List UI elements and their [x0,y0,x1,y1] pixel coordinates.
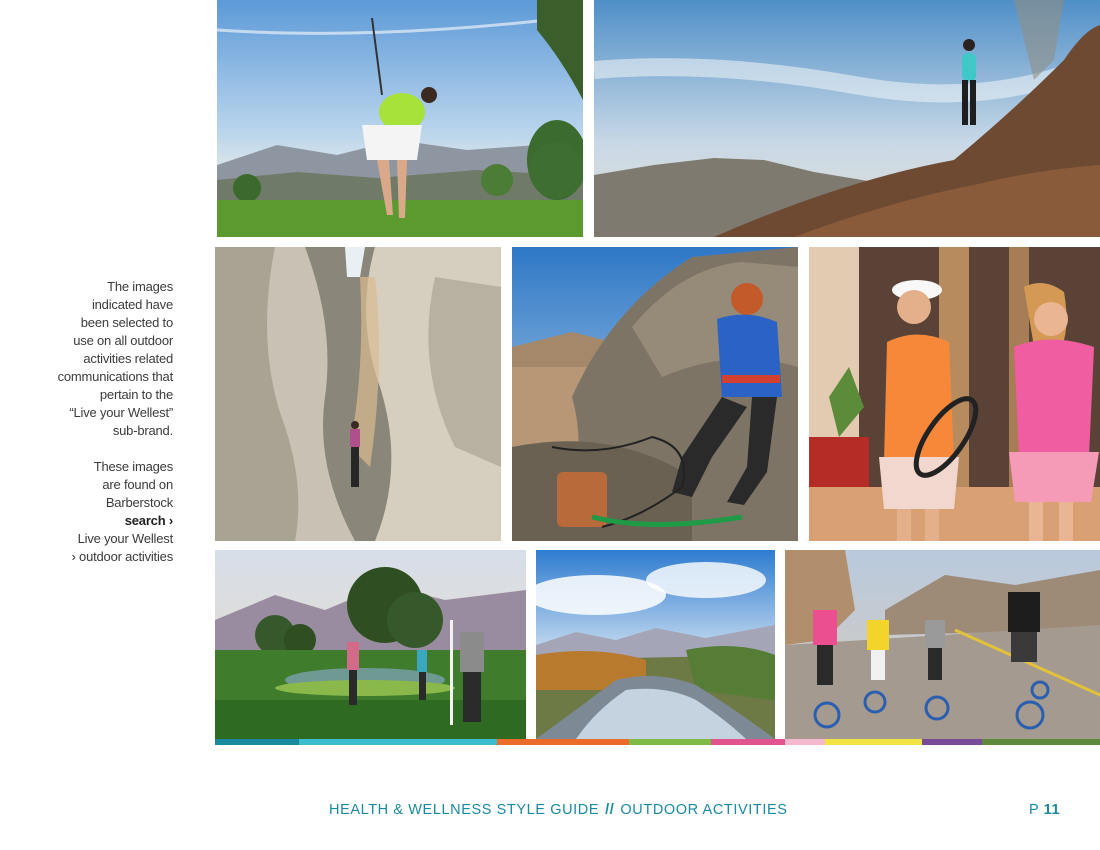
page-number [1029,802,1060,818]
description-line: communications that [57,369,173,384]
color-bar-segment [982,739,1100,745]
description-line: been selected to [80,315,173,330]
color-bar-segment [825,739,922,745]
sidebar-description [30,278,173,566]
photo-cyclists [785,550,1100,739]
path-search [30,512,173,530]
description-line: indicated have [91,297,173,312]
color-bar-segment [497,739,629,745]
photo-canyon-slot [215,247,501,541]
description-line: use on all outdoor [73,333,173,348]
photo-desert-stream [536,550,775,739]
path-search-label: search › [124,513,173,528]
description-line: sub-brand. [112,423,173,438]
color-bar-segment [785,739,825,745]
page-number-value: 11 [1043,802,1061,818]
guide-title: HEALTH & WELLNESS STYLE GUIDE [329,802,600,818]
photo-hiker-ridge [594,0,1100,237]
description-line: activities related [83,351,173,366]
location-line: are found on [102,477,173,492]
location-line: These images [93,459,173,474]
paragraph-gap [30,440,173,458]
page-footer [0,802,1100,824]
color-bar-segment [215,739,299,745]
location-line: Barberstock [105,495,173,510]
color-bar-segment [299,739,497,745]
color-bar-segment [922,739,982,745]
footer-separator: // [605,802,615,818]
brand-color-bar [215,739,1100,745]
photo-rock-climber [512,247,798,541]
page-prefix: P [1029,802,1040,818]
description-line: pertain to the [99,387,173,402]
footer-title [329,802,788,818]
section-title: OUTDOOR ACTIVITIES [620,802,788,818]
path-outdoor-activities: › outdoor activities [71,549,173,564]
color-bar-segment [629,739,711,745]
color-bar-segment [711,739,785,745]
photo-tennis-women [809,247,1100,541]
description-line: “Live your Wellest” [69,405,173,420]
path-live-your-wellest: Live your Wellest [77,531,173,546]
photo-golf-green [215,550,526,739]
photo-golfer-swing [217,0,583,237]
description-line: The images [107,279,173,294]
